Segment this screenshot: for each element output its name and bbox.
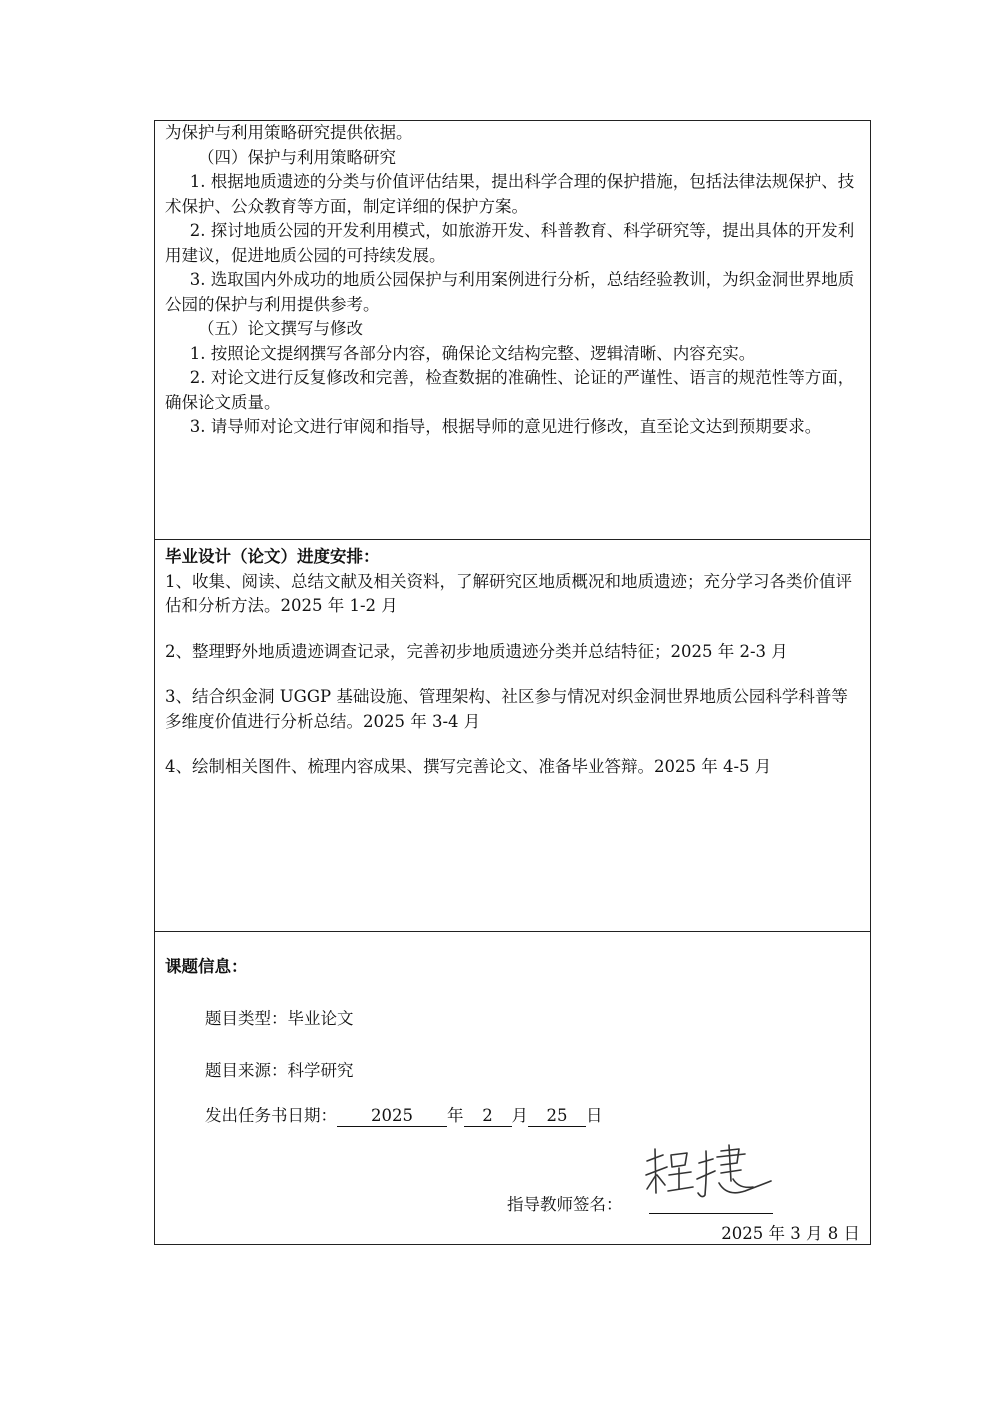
signature-line xyxy=(649,1213,773,1214)
topic-type-label: 题目类型： xyxy=(205,1009,288,1028)
day-char: 日 xyxy=(586,1106,603,1125)
issue-date-year: 2025 xyxy=(337,1106,447,1127)
topic-source-value: 科学研究 xyxy=(287,1061,354,1080)
plan-paragraph: （五）论文撰写与修改 xyxy=(198,319,363,338)
topic-source-label: 题目来源： xyxy=(205,1061,288,1080)
row-divider xyxy=(155,931,870,932)
row-divider xyxy=(155,539,870,540)
issue-date-month: 2 xyxy=(464,1106,512,1127)
task-table xyxy=(154,120,871,1245)
issue-date-label: 发出任务书日期： xyxy=(205,1106,337,1125)
sign-date: 2025 年 3 月 8 日 xyxy=(721,1224,860,1243)
plan-paragraph: 为保护与利用策略研究提供依据。 xyxy=(165,123,413,142)
topic-info-heading: 课题信息： xyxy=(165,957,248,976)
plan-paragraph: 1. 根据地质遗迹的分类与价值评估结果，提出科学合理的保护措施，包括法律法规保护、技术保护、公众教育等方面，制定详细的保护方案。 xyxy=(165,172,855,216)
year-char: 年 xyxy=(447,1106,464,1125)
plan-paragraph: 1. 按照论文提纲撰写各部分内容，确保论文结构完整、逻辑清晰、内容充实。 xyxy=(189,343,756,363)
schedule-item: 4、绘制相关图件、梳理内容成果、撰写完善论文、准备毕业答辩。2025 年 4-5 月 xyxy=(165,757,772,776)
handwritten-signature xyxy=(641,1141,781,1211)
schedule-heading: 毕业设计（论文）进度安排： xyxy=(165,547,380,566)
month-char: 月 xyxy=(511,1106,528,1125)
schedule-item: 2、整理野外地质遗迹调查记录，完善初步地质遗迹分类并总结特征；2025 年 2-3 月 xyxy=(165,641,788,661)
topic-type-row xyxy=(205,1005,354,1029)
topic-source-row xyxy=(205,1057,354,1081)
topic-type-value: 毕业论文 xyxy=(287,1009,354,1028)
schedule-item: 3、结合织金洞 UGGP 基础设施、管理架构、社区参与情况对织金洞世界地质公园科学科普等多维度价值进行分析总结。2025 年 3-4 月 xyxy=(165,687,848,731)
research-plan-section xyxy=(165,121,860,440)
schedule-item: 1、收集、阅读、总结文献及相关资料，了解研究区地质概况和地质遗迹；充分学习各类价值评估和分析方法。2025 年 1-2 月 xyxy=(165,571,852,615)
signature-label: 指导教师签名： xyxy=(507,1195,623,1214)
plan-paragraph: （四）保护与利用策略研究 xyxy=(198,147,396,167)
schedule-section xyxy=(165,545,860,801)
plan-paragraph: 3. 选取国内外成功的地质公园保护与利用案例进行分析，总结经验教训，为织金洞世界地质公园的保护与利用提供参考。 xyxy=(165,270,855,314)
issue-date-row xyxy=(205,1102,603,1127)
plan-paragraph: 2. 对论文进行反复修改和完善，检查数据的准确性、论证的严谨性、语言的规范性等方面，确保论文质量。 xyxy=(165,368,855,412)
issue-date-day: 25 xyxy=(528,1106,586,1127)
schedule-list xyxy=(165,570,860,780)
plan-paragraph: 2. 探讨地质公园的开发利用模式，如旅游开发、科普教育、科学研究等，提出具体的开发利用建议，促进地质公园的可持续发展。 xyxy=(165,221,855,265)
plan-paragraph: 3. 请导师对论文进行审阅和指导，根据导师的意见进行修改，直至论文达到预期要求。 xyxy=(189,417,822,436)
